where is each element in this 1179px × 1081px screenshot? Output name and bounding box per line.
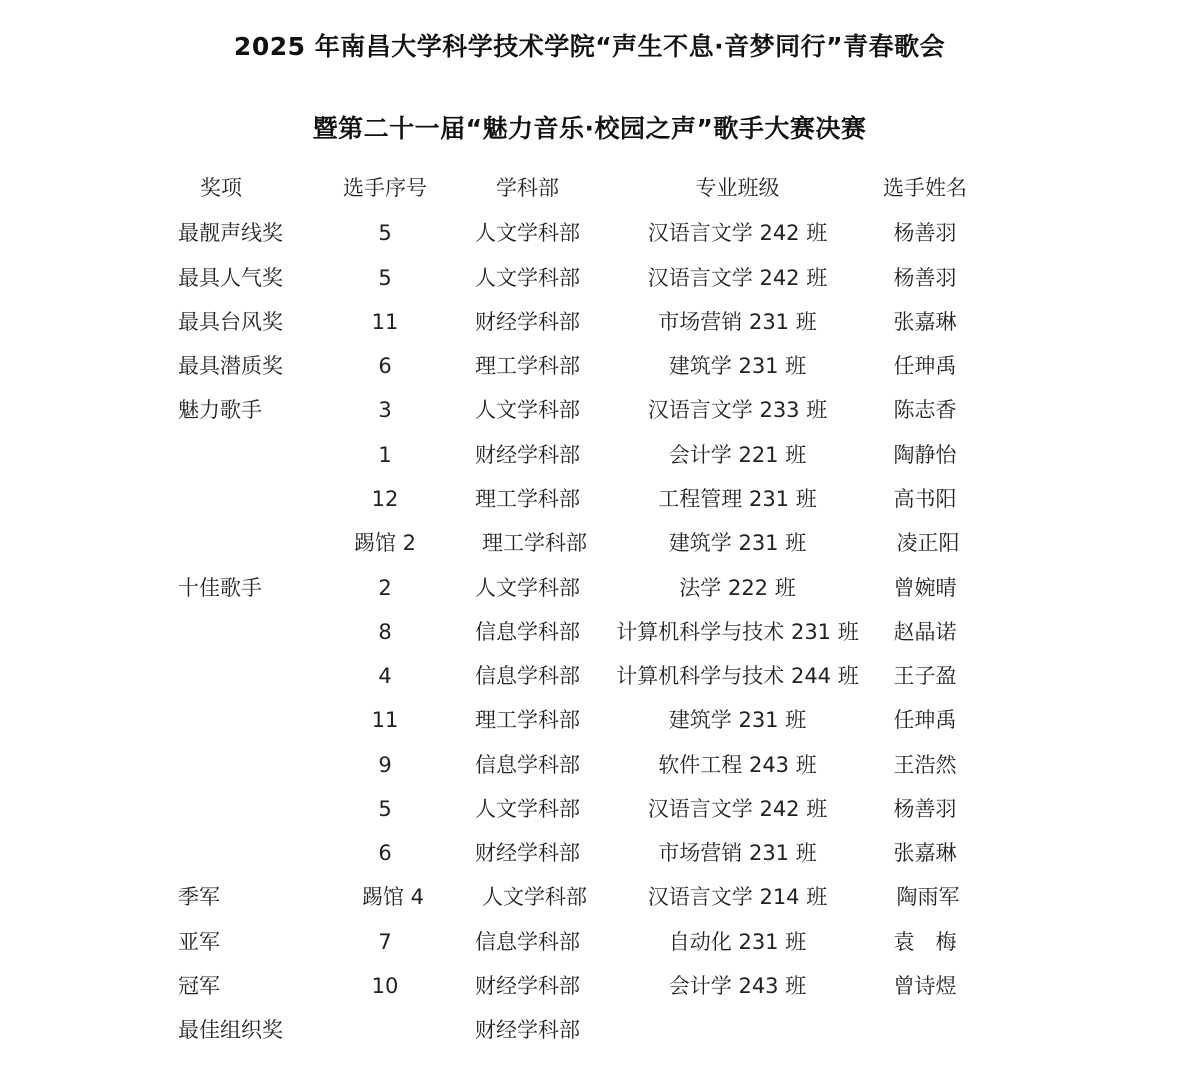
name-cell: 杨善羽 xyxy=(893,797,957,821)
department-cell: 财经学科部 xyxy=(475,841,580,865)
name-cell: 曾诗煜 xyxy=(893,974,957,998)
department-cell: 信息学科部 xyxy=(475,664,580,688)
department-cell: 人文学科部 xyxy=(475,398,580,422)
class-cell: 法学 222 班 xyxy=(679,576,796,600)
table-row xyxy=(0,348,1179,384)
name-cell: 陶雨军 xyxy=(896,885,960,909)
award-cell: 十佳歌手 xyxy=(178,576,262,600)
name-cell: 凌正阳 xyxy=(896,531,960,555)
table-row xyxy=(0,215,1179,251)
header-award: 奖项 xyxy=(200,176,242,200)
award-cell: 最靓声线奖 xyxy=(178,221,283,245)
class-cell: 计算机科学与技术 231 班 xyxy=(616,620,859,644)
document-title-line1: 2025 年南昌大学科学技术学院“声生不息·音梦同行”青春歌会 xyxy=(233,32,946,61)
contestant-no-cell: 1 xyxy=(378,443,392,467)
name-cell: 杨善羽 xyxy=(893,266,957,290)
table-row xyxy=(0,658,1179,694)
table-row xyxy=(0,747,1179,783)
contestant-no-cell: 踢馆 2 xyxy=(353,531,417,555)
contestant-no-cell: 10 xyxy=(371,974,399,998)
header-name: 选手姓名 xyxy=(883,176,967,200)
department-cell: 人文学科部 xyxy=(475,576,580,600)
department-cell: 财经学科部 xyxy=(475,310,580,334)
class-cell: 汉语言文学 242 班 xyxy=(647,797,828,821)
contestant-no-cell: 2 xyxy=(378,576,392,600)
table-header xyxy=(0,170,1179,206)
contestant-no-cell: 11 xyxy=(371,310,399,334)
award-cell: 魅力歌手 xyxy=(178,398,262,422)
award-cell: 最佳组织奖 xyxy=(178,1018,283,1042)
name-cell: 王子盈 xyxy=(893,664,957,688)
class-cell: 建筑学 231 班 xyxy=(668,354,807,378)
table-row xyxy=(0,525,1179,561)
award-cell: 最具潜质奖 xyxy=(178,354,283,378)
contestant-no-cell: 4 xyxy=(378,664,392,688)
table-row xyxy=(0,570,1179,606)
class-cell: 市场营销 231 班 xyxy=(658,310,817,334)
department-cell: 理工学科部 xyxy=(475,354,580,378)
table-row xyxy=(0,702,1179,738)
department-cell: 人文学科部 xyxy=(475,266,580,290)
department-cell: 财经学科部 xyxy=(475,974,580,998)
name-cell: 任珅禹 xyxy=(893,354,957,378)
department-cell: 人文学科部 xyxy=(475,221,580,245)
class-cell: 会计学 221 班 xyxy=(668,443,807,467)
name-cell: 陈志香 xyxy=(893,398,957,422)
department-cell: 人文学科部 xyxy=(482,885,587,909)
department-cell: 人文学科部 xyxy=(475,797,580,821)
contestant-no-cell: 3 xyxy=(378,398,392,422)
contestant-no-cell: 9 xyxy=(378,753,392,777)
name-cell: 杨善羽 xyxy=(893,221,957,245)
name-cell: 陶静怡 xyxy=(893,443,957,467)
contestant-no-cell xyxy=(320,1012,450,1048)
contestant-no-cell: 11 xyxy=(371,708,399,732)
table-row xyxy=(0,1012,1179,1048)
table-row xyxy=(0,835,1179,871)
contestant-no-cell: 6 xyxy=(378,841,392,865)
contestant-no-cell: 踢馆 4 xyxy=(361,885,425,909)
class-cell: 汉语言文学 242 班 xyxy=(647,221,828,245)
contestant-no-cell: 5 xyxy=(378,797,392,821)
header-department: 学科部 xyxy=(496,176,559,200)
class-cell xyxy=(600,1012,875,1048)
contestant-no-cell: 6 xyxy=(378,354,392,378)
award-cell: 最具台风奖 xyxy=(178,310,283,334)
header-class: 专业班级 xyxy=(695,176,780,200)
name-cell: 袁 梅 xyxy=(893,930,957,954)
name-cell: 赵晶诺 xyxy=(893,620,957,644)
department-cell: 理工学科部 xyxy=(475,708,580,732)
name-cell: 张嘉琳 xyxy=(893,841,957,865)
class-cell: 汉语言文学 214 班 xyxy=(647,885,828,909)
class-cell: 建筑学 231 班 xyxy=(668,531,807,555)
department-cell: 信息学科部 xyxy=(475,620,580,644)
class-cell: 工程管理 231 班 xyxy=(658,487,817,511)
table-row xyxy=(0,614,1179,650)
class-cell: 市场营销 231 班 xyxy=(658,841,817,865)
award-cell: 亚军 xyxy=(178,930,220,954)
name-cell: 任珅禹 xyxy=(893,708,957,732)
contestant-no-cell: 5 xyxy=(378,266,392,290)
contestant-no-cell: 12 xyxy=(371,487,399,511)
contestant-no-cell: 8 xyxy=(378,620,392,644)
table-row xyxy=(0,879,1179,915)
department-cell: 理工学科部 xyxy=(482,531,587,555)
name-cell: 张嘉琳 xyxy=(893,310,957,334)
award-cell: 最具人气奖 xyxy=(178,266,283,290)
name-cell: 王浩然 xyxy=(893,753,957,777)
class-cell: 汉语言文学 233 班 xyxy=(647,398,828,422)
table-row xyxy=(0,481,1179,517)
award-cell: 冠军 xyxy=(178,974,220,998)
table-row xyxy=(0,791,1179,827)
class-cell: 汉语言文学 242 班 xyxy=(647,266,828,290)
department-cell: 信息学科部 xyxy=(475,930,580,954)
document-title-line2: 暨第二十一届“魅力音乐·校园之声”歌手大赛决赛 xyxy=(312,114,867,143)
class-cell: 会计学 243 班 xyxy=(668,974,807,998)
class-cell: 计算机科学与技术 244 班 xyxy=(616,664,859,688)
table-row xyxy=(0,392,1179,428)
name-cell: 高书阳 xyxy=(893,487,957,511)
table-row xyxy=(0,260,1179,296)
class-cell: 建筑学 231 班 xyxy=(668,708,807,732)
table-row xyxy=(0,924,1179,960)
department-cell: 理工学科部 xyxy=(475,487,580,511)
award-cell: 季军 xyxy=(178,885,220,909)
name-cell: 曾婉晴 xyxy=(893,576,957,600)
table-row xyxy=(0,968,1179,1004)
contestant-no-cell: 7 xyxy=(378,930,392,954)
department-cell: 财经学科部 xyxy=(475,1018,580,1042)
table-row xyxy=(0,304,1179,340)
department-cell: 财经学科部 xyxy=(475,443,580,467)
name-cell xyxy=(865,1012,985,1048)
table-row xyxy=(0,437,1179,473)
contestant-no-cell: 5 xyxy=(378,221,392,245)
class-cell: 软件工程 243 班 xyxy=(658,753,817,777)
header-contestant-no: 选手序号 xyxy=(343,176,427,200)
class-cell: 自动化 231 班 xyxy=(668,930,807,954)
department-cell: 信息学科部 xyxy=(475,753,580,777)
